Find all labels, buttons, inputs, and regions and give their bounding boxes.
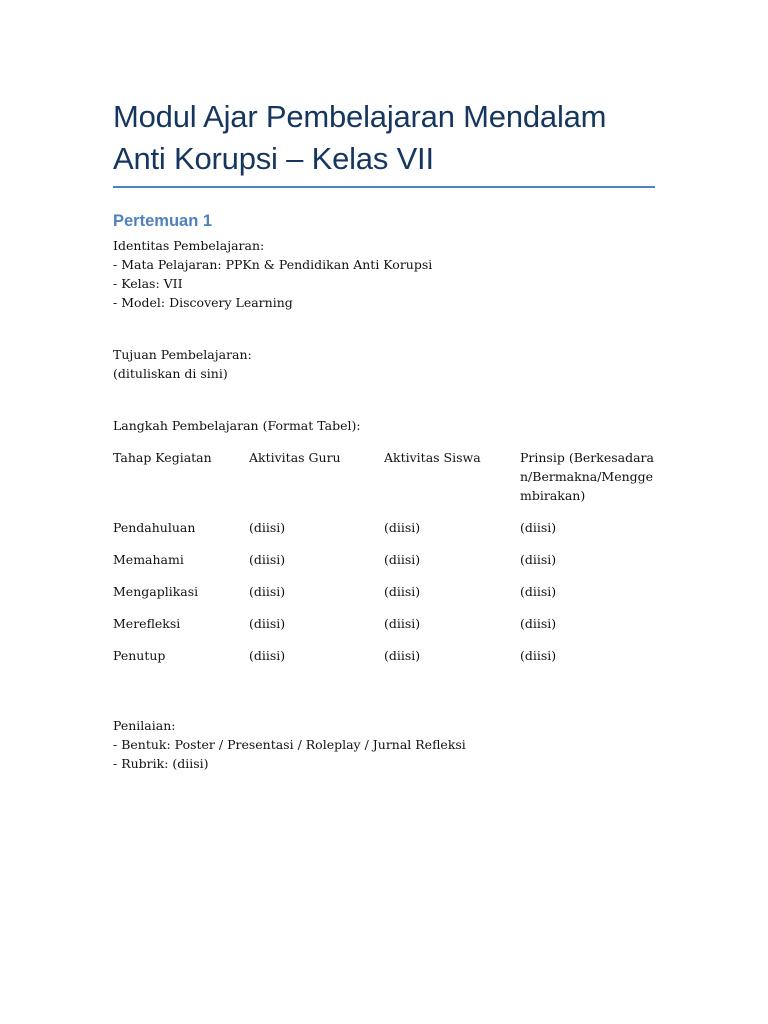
- table-cell: Mengaplikasi: [113, 584, 199, 599]
- table-cell: (diisi): [384, 648, 421, 663]
- table-cell: (diisi): [384, 616, 421, 631]
- langkah-heading: Langkah Pembelajaran (Format Tabel):: [113, 418, 361, 433]
- table-cell: (diisi): [520, 552, 557, 567]
- table-cell: (diisi): [520, 520, 557, 535]
- table-cell: (diisi): [384, 520, 421, 535]
- table-cell: Penutup: [113, 648, 166, 663]
- penilaian-item: - Bentuk: Poster / Presentasi / Roleplay / Jurnal Refleksi: [113, 737, 466, 752]
- langkah-table: [113, 448, 655, 678]
- tujuan-body: (dituliskan di sini): [113, 366, 228, 381]
- table-header-cell: Aktivitas Siswa: [384, 450, 481, 465]
- table-cell: (diisi): [384, 552, 421, 567]
- table-cell: (diisi): [249, 616, 286, 631]
- table-row: [113, 518, 655, 550]
- penilaian-heading: Penilaian:: [113, 718, 176, 733]
- table-row: [113, 582, 655, 614]
- table-cell: (diisi): [520, 616, 557, 631]
- document-page: [113, 96, 655, 771]
- penilaian-section: [113, 716, 655, 773]
- table-cell: Memahami: [113, 552, 184, 567]
- table-row: [113, 614, 655, 646]
- table-row: [113, 646, 655, 678]
- identitas-item: - Model: Discovery Learning: [113, 295, 293, 310]
- table-header-cell: Aktivitas Guru: [249, 450, 341, 465]
- table-header-cell: Prinsip (Berkesadaran/Bermakna/Menggembirakan): [520, 450, 654, 503]
- table-cell: Pendahuluan: [113, 520, 196, 535]
- table-cell: Merefleksi: [113, 616, 181, 631]
- table-cell: (diisi): [384, 584, 421, 599]
- document-title-line-2: Anti Korupsi – Kelas VII: [113, 141, 434, 176]
- identitas-item: - Kelas: VII: [113, 276, 183, 291]
- langkah-section: [113, 416, 655, 435]
- title-divider: [113, 186, 655, 188]
- table-header-cell: Tahap Kegiatan: [113, 450, 212, 465]
- section-heading: Pertemuan 1: [113, 212, 213, 230]
- penilaian-item: - Rubrik: (diisi): [113, 756, 209, 771]
- table-cell: (diisi): [520, 584, 557, 599]
- tujuan-section: [113, 345, 655, 383]
- document-title-line-1: Modul Ajar Pembelajaran Mendalam: [113, 99, 607, 134]
- table-cell: (diisi): [249, 648, 286, 663]
- identitas-section: [113, 236, 655, 312]
- table-cell: (diisi): [249, 520, 286, 535]
- table-cell: (diisi): [249, 552, 286, 567]
- identitas-heading: Identitas Pembelajaran:: [113, 238, 265, 253]
- document-title: [113, 96, 655, 186]
- identitas-item: - Mata Pelajaran: PPKn & Pendidikan Anti Korupsi: [113, 257, 433, 272]
- tujuan-heading: Tujuan Pembelajaran:: [113, 347, 252, 362]
- table-header-row: [113, 448, 655, 518]
- table-row: [113, 550, 655, 582]
- table-cell: (diisi): [520, 648, 557, 663]
- table-cell: (diisi): [249, 584, 286, 599]
